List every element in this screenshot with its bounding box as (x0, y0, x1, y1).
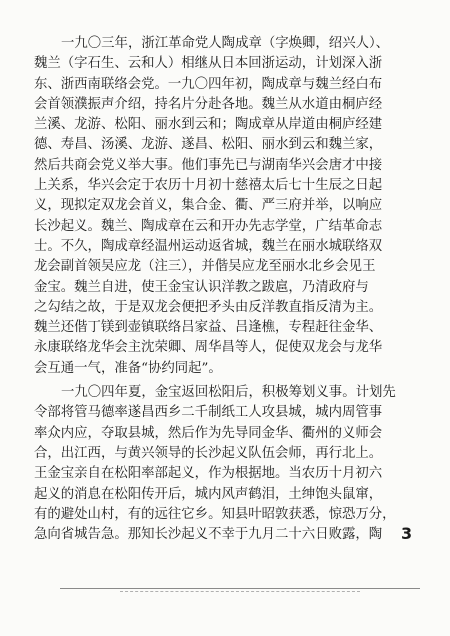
text-line: 然后共商会党义举大事。他们事先已与湖南华兴会唐才中接 (34, 157, 383, 173)
text-line: 长沙起义。魏兰、陶成章在云和开办先志学堂，广结革命志 (34, 218, 383, 234)
text-line: 有的避处山村，有的远往它乡。知县叶昭敦获悉，惊恐万分， (34, 506, 396, 522)
text-line: 会首领濮振声介绍，持名片分赴各地。魏兰从水道由桐庐经 (34, 96, 383, 112)
bottom-rule-faint (120, 591, 360, 592)
text-line: 率众内应，夺取县城，然后作为先导同金华、衢州的义师会 (34, 425, 383, 441)
text-line: 合，出江西，与黄兴领导的长沙起义队伍会师，再行北上。 (34, 445, 383, 461)
page-number: 3 (401, 524, 413, 543)
text-line: 一九〇四年夏，金宝返回松阳后，积极筹划义事。计划先 (61, 385, 396, 401)
text-line: 上关系，华兴会定于农历十月初十慈禧太后七十生辰之日起 (34, 178, 383, 194)
text-line: 龙会副首领吴应龙（注三），并偕吴应龙至丽水北乡会见王 (34, 259, 376, 275)
text-line: 永康联络龙华会主沈荣卿、周华昌等人，促使双龙会与龙华 (34, 340, 383, 356)
text-line: 急向省城告急。那知长沙起义不幸于九月二十六日败露，陶 (34, 527, 383, 543)
paragraph (34, 383, 426, 545)
text-line: 会互通一气，准备“协约同起”。 (34, 360, 222, 376)
text-line: 东、浙西南联络会党。一九〇四年初，陶成章与魏兰经白布 (34, 76, 383, 92)
text-line: 金宝。魏兰自进，使王金宝认识洋教之跋扈，乃清政府与 (34, 279, 369, 295)
text-line: 士。不久，陶成章经温州运动返省城，魏兰在丽水城联络双 (34, 238, 383, 254)
text-line: 一九〇三年，浙江革命党人陶成章（字焕卿，绍兴人）、 (61, 36, 390, 51)
text-line: 令部将管马德率遂昌西乡二千制纸工人攻县城，城内周管事 (34, 405, 383, 421)
text-line: 之勾结之故，于是双龙会便把矛头由反洋教直指反清为主。 (34, 299, 383, 315)
text-line: 义，现拟定双龙会首义，集合金、衢、严三府并举，以响应 (34, 198, 383, 214)
paragraph (34, 34, 426, 379)
text-line: 起义的消息在松阳传开后，城内风声鹤泪，土绅饱头鼠窜， (34, 486, 383, 502)
text-line: 兰溪、龙游、松阳、丽水到云和；陶成章从岸道由桐庐经建 (34, 117, 383, 133)
text-line: 魏兰（字石生、云和人）相继从日本回浙运动，计划深入浙 (34, 56, 383, 72)
bottom-rule (60, 588, 420, 589)
text-line: 德、寿昌、汤溪、龙游、遂昌、松阳、丽水到云和魏兰家， (34, 137, 383, 153)
text-line: 王金宝亲自在松阳率部起义，作为根据地。当农历十月初六 (34, 466, 383, 482)
text-line: 魏兰还偕丁镁到壶镇联络吕家益、吕逢樵，专程赶往金华、 (34, 320, 383, 336)
body-text (34, 34, 426, 545)
